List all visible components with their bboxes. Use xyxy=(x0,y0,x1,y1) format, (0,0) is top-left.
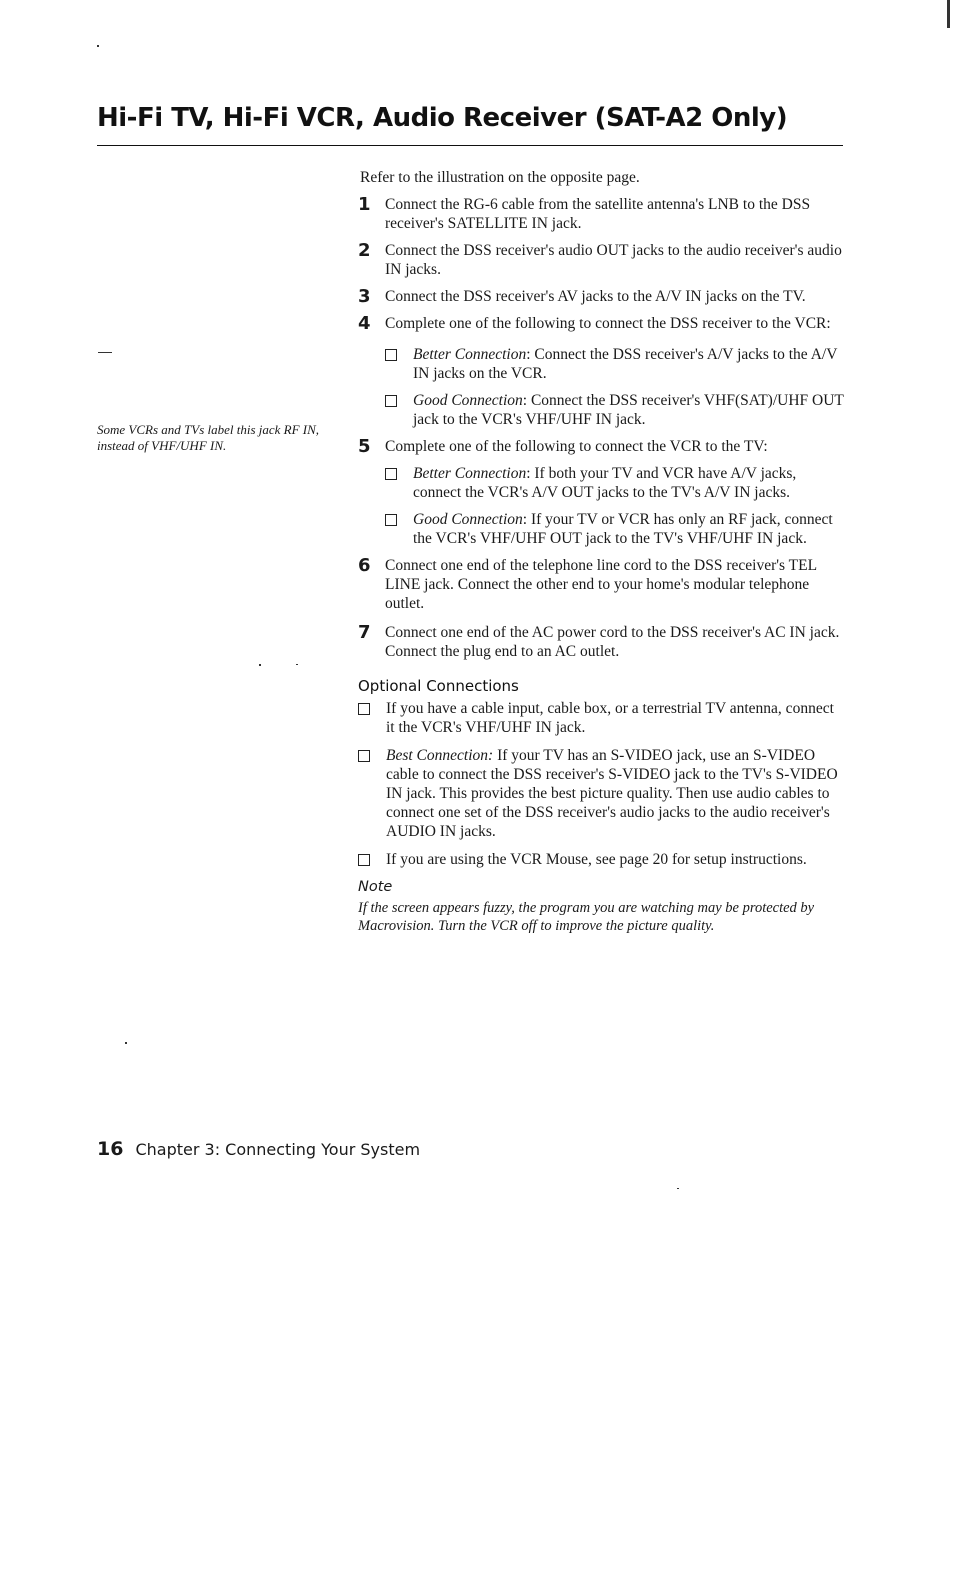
scan-speck xyxy=(677,1188,679,1189)
step-number: 6 xyxy=(358,555,371,576)
page-title: Hi-Fi TV, Hi-Fi VCR, Audio Receiver (SAT-A2 Only) xyxy=(97,103,788,133)
sub-option xyxy=(385,345,846,383)
option-label: Better Connection xyxy=(413,346,527,363)
step-4 xyxy=(358,314,846,333)
checkbox-icon xyxy=(358,703,370,715)
option-text: : Connect the DSS receiver's A/V jacks to the A/V IN jacks on the VCR. xyxy=(413,346,838,382)
step-6 xyxy=(358,556,846,613)
chapter-title: Chapter 3: Connecting Your System xyxy=(135,1140,421,1159)
step-1 xyxy=(358,195,846,233)
scan-speck xyxy=(125,1042,127,1044)
step-number: 7 xyxy=(358,622,371,643)
scan-speck xyxy=(98,352,112,353)
step-text: Complete one of the following to connect the VCR to the TV: xyxy=(385,438,768,455)
step-3 xyxy=(358,287,846,306)
option-text: : If your TV or VCR has only an RF jack, connect the VCR's VHF/UHF OUT jack to the TV's VHF/UHF IN jack. xyxy=(413,511,833,547)
checkbox-icon xyxy=(385,349,397,361)
step-7 xyxy=(358,623,846,661)
step-number: 2 xyxy=(358,240,371,261)
step-text: Connect one end of the telephone line cord to the DSS receiver's TEL LINE jack. Connect the other end to your home's modular telephone outlet. xyxy=(385,557,817,612)
optional-item-text: If you have a cable input, cable box, or a terrestrial TV antenna, connect it the VCR's VHF/UHF IN jack. xyxy=(386,700,834,736)
sub-option xyxy=(385,391,846,429)
option-text: : Connect the DSS receiver's VHF(SAT)/UHF OUT jack to the VCR's VHF/UHF IN jack. xyxy=(413,392,844,428)
optional-item xyxy=(358,850,846,869)
optional-item-text: If you are using the VCR Mouse, see page 20 for setup instructions. xyxy=(386,851,807,868)
checkbox-icon xyxy=(358,854,370,866)
step-text: Connect the RG-6 cable from the satellite antenna's LNB to the DSS receiver's SATELLITE IN jack. xyxy=(385,196,811,232)
scan-speck xyxy=(97,45,99,47)
step-number: 3 xyxy=(358,286,371,307)
main-content xyxy=(358,168,846,935)
sub-option xyxy=(385,510,846,548)
option-label: Good Connection xyxy=(413,392,523,409)
margin-note: Some VCRs and TVs label this jack RF IN, instead of VHF/UHF IN. xyxy=(97,422,320,453)
page-footer xyxy=(97,1138,420,1160)
optional-item-text: If your TV has an S-VIDEO jack, use an S-VIDEO cable to connect the DSS receiver's S-VIDEO jack to the TV's S-VIDEO IN jack. This provides the best picture quality. Then use audio cables to connect one set of the DSS receiver's audio jacks to the audio receiver's AUDIO IN jacks. xyxy=(386,747,838,840)
intro-text: Refer to the illustration on the opposite page. xyxy=(360,169,640,186)
step-5-options xyxy=(385,464,846,548)
option-label: Best Connection: xyxy=(386,747,494,764)
step-5 xyxy=(358,437,846,456)
step-2 xyxy=(358,241,846,279)
step-number: 1 xyxy=(358,194,371,215)
page-number: 16 xyxy=(97,1138,124,1160)
checkbox-icon xyxy=(385,514,397,526)
title-rule xyxy=(97,145,843,146)
checkbox-icon xyxy=(358,750,370,762)
optional-item xyxy=(358,746,846,841)
option-label: Good Connection xyxy=(413,511,523,528)
checkbox-icon xyxy=(385,395,397,407)
sub-option xyxy=(385,464,846,502)
checkbox-icon xyxy=(385,468,397,480)
option-label: Better Connection xyxy=(413,465,527,482)
step-text: Connect the DSS receiver's AV jacks to the A/V IN jacks on the TV. xyxy=(385,288,806,305)
step-number: 5 xyxy=(358,436,371,457)
step-text: Connect one end of the AC power cord to the DSS receiver's AC IN jack. Connect the plug end to an AC outlet. xyxy=(385,624,840,660)
optional-item xyxy=(358,699,846,737)
optional-connections-heading: Optional Connections xyxy=(358,677,519,695)
scan-edge-mark xyxy=(947,0,950,28)
note-label: Note xyxy=(358,879,393,895)
step-4-options xyxy=(385,345,846,429)
step-text: Connect the DSS receiver's audio OUT jacks to the audio receiver's audio IN jacks. xyxy=(385,242,842,278)
scan-speck xyxy=(296,664,298,665)
option-text: : If both your TV and VCR have A/V jacks, connect the VCR's A/V OUT jacks to the TV's A/V IN jacks. xyxy=(413,465,797,501)
scan-speck xyxy=(259,664,261,666)
note-text: If the screen appears fuzzy, the program you are watching may be protected by Macrovision. Turn the VCR off to improve the picture quality. xyxy=(358,900,815,934)
step-number: 4 xyxy=(358,313,371,334)
step-text: Complete one of the following to connect the DSS receiver to the VCR: xyxy=(385,315,831,332)
